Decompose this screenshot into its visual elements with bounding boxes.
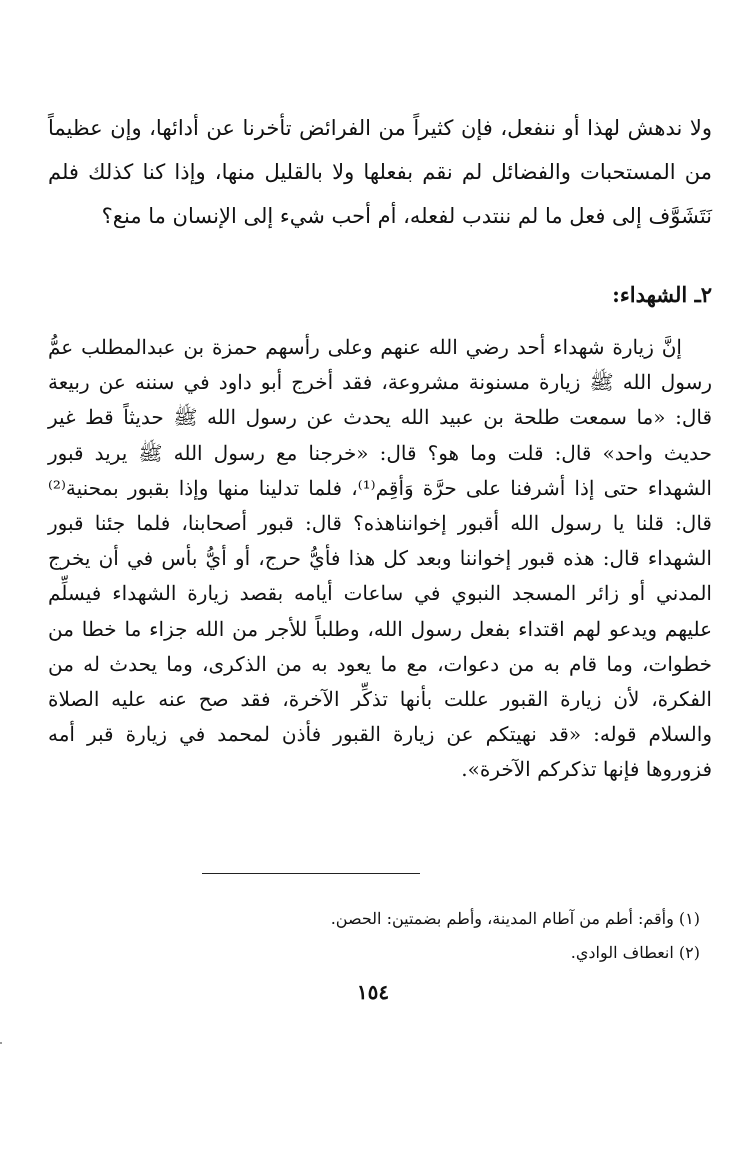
- footnotes: [40, 902, 700, 970]
- footnote-divider: [202, 873, 420, 874]
- page-number: ١٥٤: [356, 980, 390, 1004]
- scan-mark: [0, 1042, 2, 1044]
- intro-section: [48, 106, 712, 238]
- footnote-1: (١) وأقم: أطم من آطام المدينة، وأطم بضمتين: الحصن.: [330, 909, 700, 928]
- section-heading: ٢ـ الشهداء:: [612, 282, 712, 307]
- section-body: [48, 330, 712, 788]
- intro-paragraph: ولا ندهش لهذا أو ننفعل، فإن كثيراً من الفرائض تأخرنا عن أدائها، وإن عظيماً من المستحبات والفضائل لم نقم بفعلها ولا بالقليل منها، وإذا كنا كذلك فلم نَتَشَوَّف إلى فعل ما لم ننتدب لفعله، أم أحب شيء إلى الإنسان ما منع؟: [48, 116, 712, 228]
- section-paragraph: إنَّ زيارة شهداء أحد رضي الله عنهم وعلى رأسهم حمزة بن عبدالمطلب عمُّ رسول الله ﷺ زيارة مسنونة مشروعة، فقد أخرج أبو داود في سننه عن ربيعة قال: «ما سمعت طلحة بن عبيد الله يحدث عن رسول الله ﷺ حديثاً قط غير حديث واحد» قال: قلت وما هو؟ قال: «خرجنا مع رسول الله ﷺ يريد قبور الشهداء حتى إذا أشرفنا على حرَّة وَأقِم⁽¹⁾، فلما تدلينا منها وإذا بقبور بمحنية⁽²⁾ قال: قلنا يا رسول الله أقبور إخوانناهذه؟ قال: قبور أصحابنا، فلما جئنا قبور الشهداء قال: هذه قبور إخواننا وبعد كل هذا فأيُّ حرج، أو أيُّ بأس في أن يخرج المدني أو زائر المسجد النبوي في ساعات أيامه بقصد زيارة الشهداء فيسلِّم عليهم ويدعو لهم اقتداء بفعل رسول الله، وطلباً للأجر من الله جزاء ما خطا من خطوات، وما قام به من دعوات، مع ما يعود به من الذكرى، وما يحدث له من الفكرة، لأن زيارة القبور عللت بأنها تذكِّر الآخرة، فقد صح عنه عليه الصلاة والسلام قوله: «قد نهيتكم عن زيارة القبور فأذن لمحمد في زيارة قبر أمه فزوروها فإنها تذكركم الآخرة».: [48, 335, 712, 782]
- footnote-2: (٢) انعطاف الوادي.: [570, 943, 700, 962]
